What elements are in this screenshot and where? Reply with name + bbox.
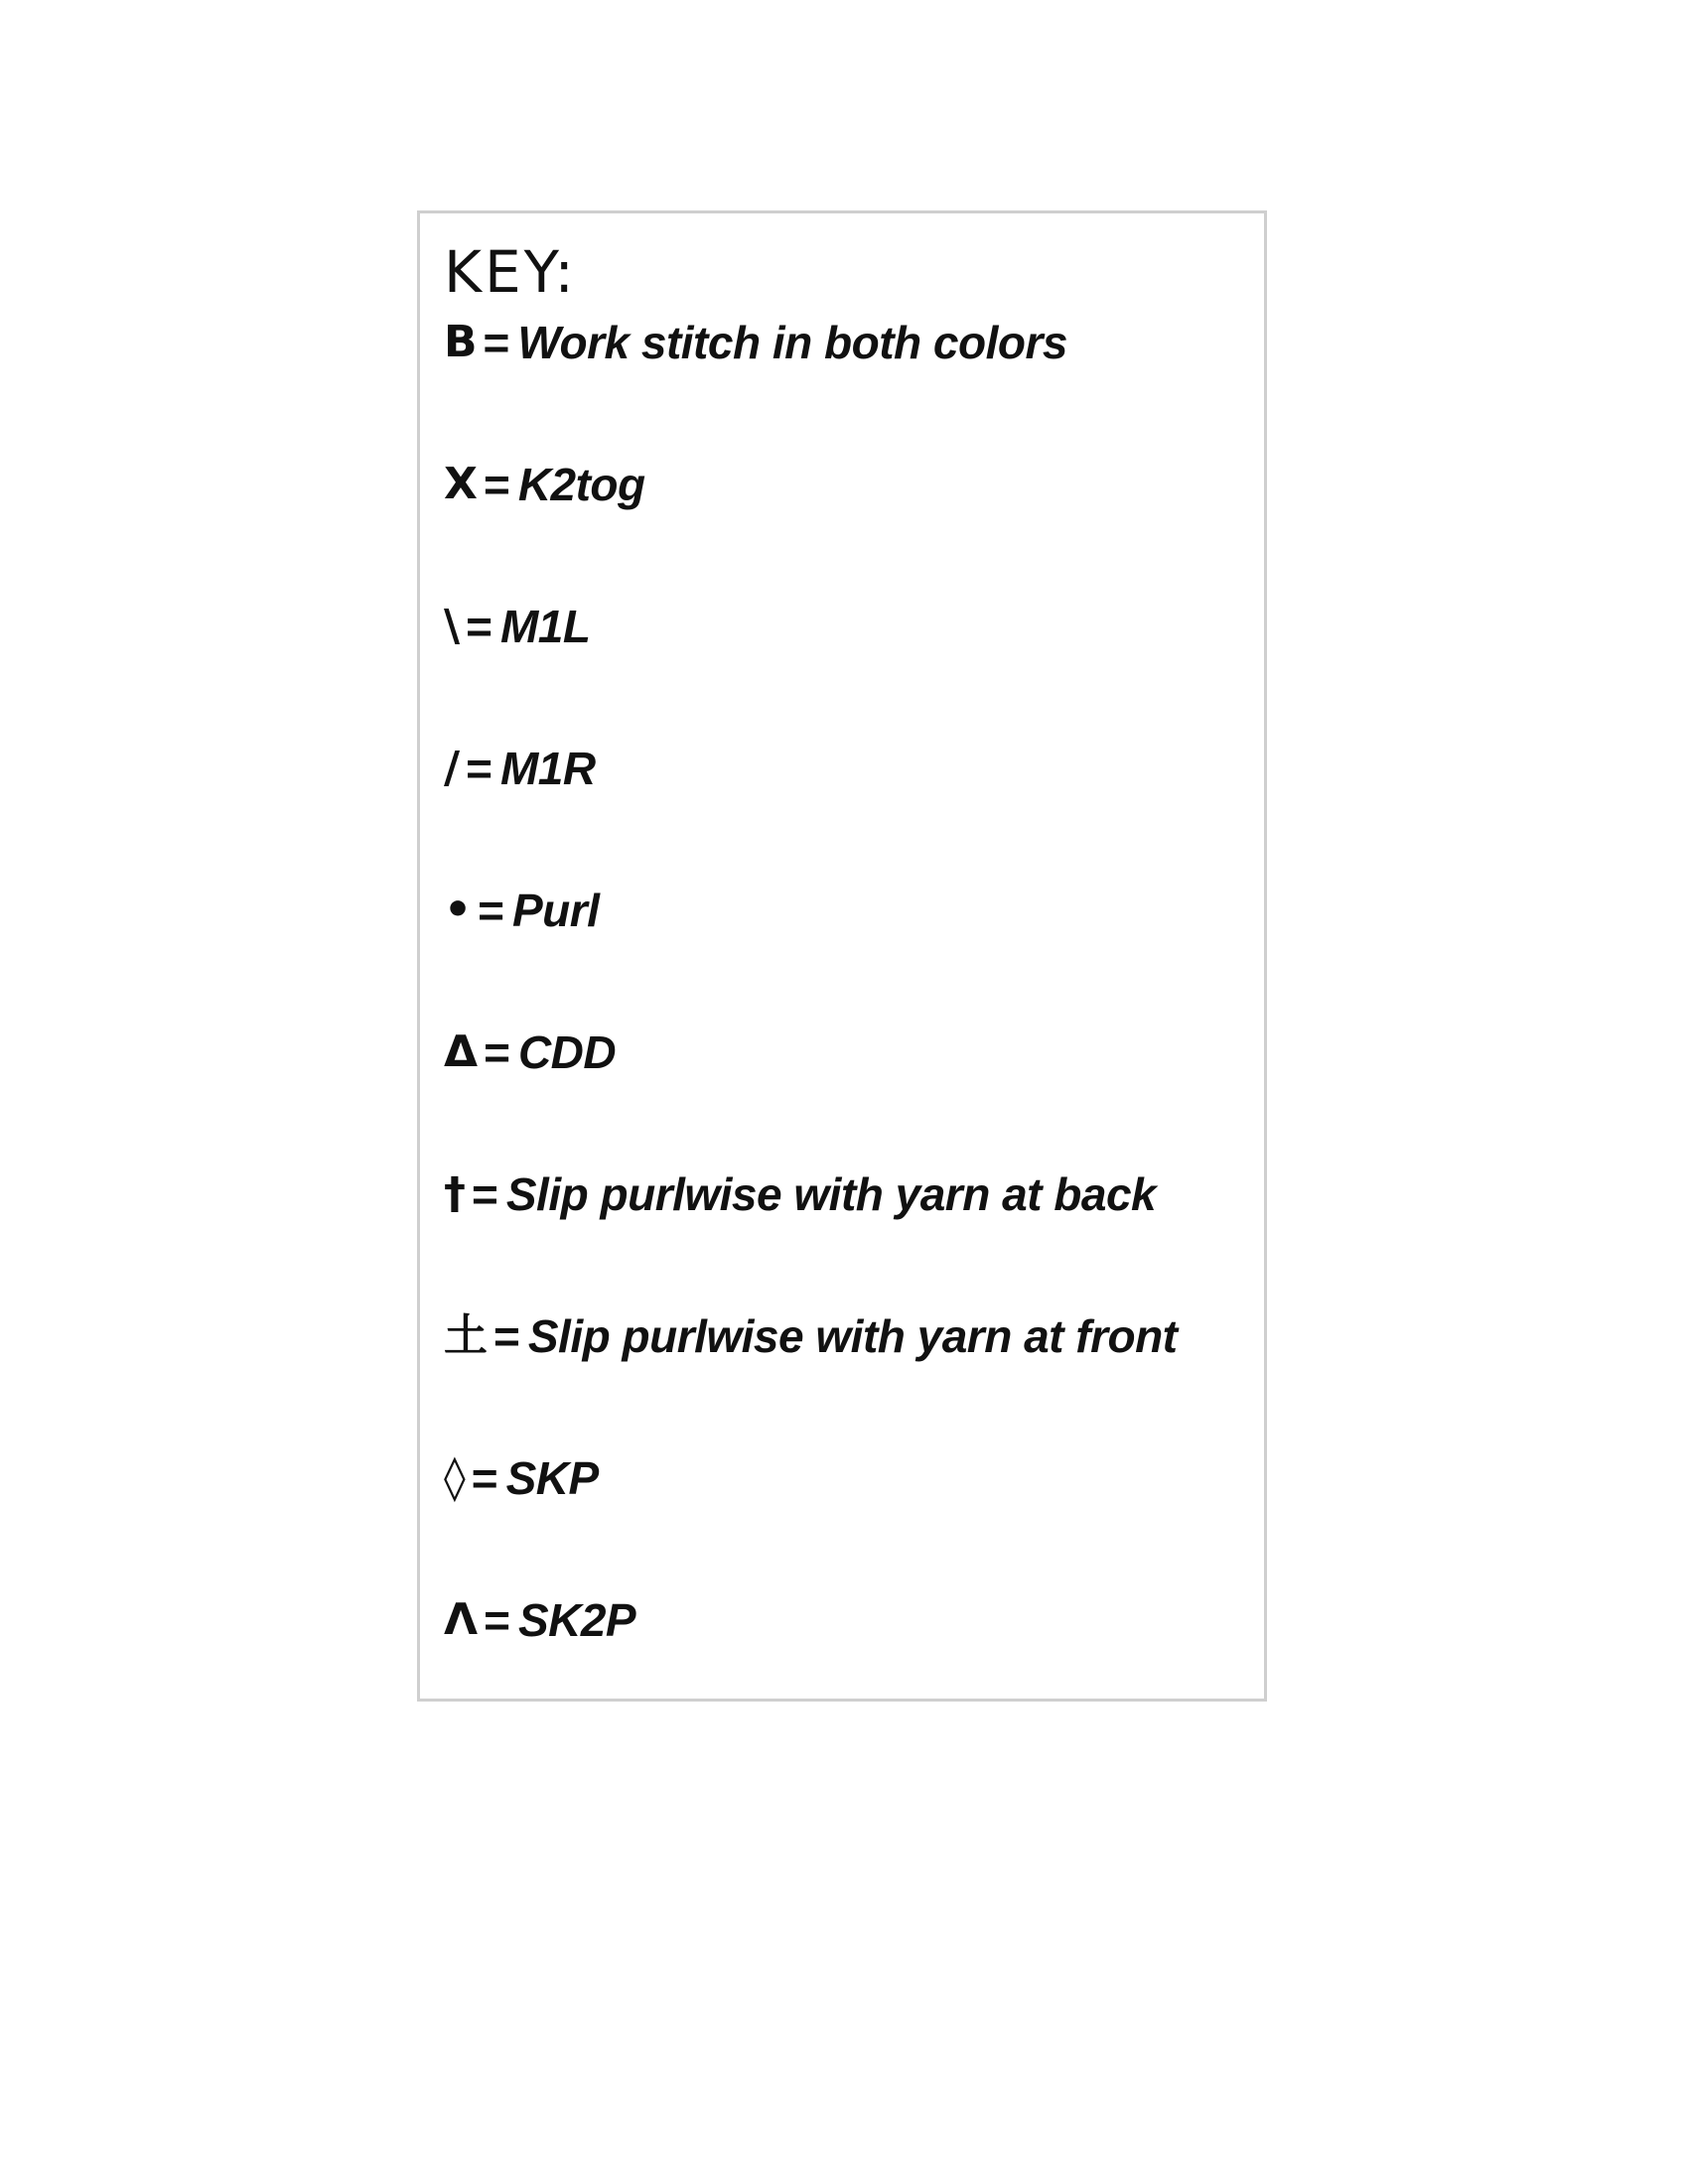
symbol-bullet: • — [444, 885, 473, 935]
key-description: CDD — [517, 1026, 617, 1078]
key-item-slip-back — [444, 1164, 1178, 1306]
equals-sign: = — [466, 743, 492, 794]
key-item-skp — [444, 1448, 1178, 1590]
stitch-key-box — [417, 210, 1267, 1702]
symbol-delta: Δ — [444, 1026, 479, 1077]
symbol-slash: / — [444, 743, 461, 793]
symbol-lambda: Λ — [444, 1594, 479, 1645]
key-item-k2tog — [444, 455, 1178, 597]
key-item-m1l — [444, 597, 1178, 739]
symbol-diamond: ◊ — [444, 1452, 466, 1503]
key-item-cdd — [444, 1023, 1178, 1164]
equals-sign: = — [493, 1310, 520, 1362]
equals-sign: = — [466, 601, 492, 652]
equals-sign: = — [484, 1026, 510, 1078]
symbol-backslash: \ — [444, 601, 461, 651]
key-description: Slip purlwise with yarn at back — [505, 1168, 1157, 1220]
key-description: SKP — [505, 1452, 599, 1504]
key-item-sk2p — [444, 1590, 1178, 1732]
key-description: Work stitch in both colors — [517, 317, 1067, 368]
equals-sign: = — [483, 317, 510, 368]
key-description: M1R — [499, 743, 596, 794]
equals-sign: = — [484, 1594, 510, 1646]
key-item-slip-front — [444, 1306, 1178, 1448]
key-item-purl — [444, 881, 1178, 1023]
equals-sign: = — [472, 1168, 498, 1220]
key-description: SK2P — [517, 1594, 636, 1646]
key-title: KEY: — [444, 238, 577, 306]
equals-sign: = — [478, 885, 504, 936]
key-description: M1L — [499, 601, 591, 652]
symbol-x: X — [444, 459, 478, 509]
symbol-b: B — [444, 317, 478, 367]
symbol-slip-front: 土 — [444, 1310, 488, 1361]
key-description: Purl — [512, 885, 600, 936]
equals-sign: = — [471, 1452, 498, 1504]
key-description: K2tog — [517, 459, 645, 510]
equals-sign: = — [483, 459, 510, 510]
key-item-m1r — [444, 739, 1178, 881]
key-description: Slip purlwise with yarn at front — [527, 1310, 1178, 1362]
symbol-slip-back: † — [444, 1168, 466, 1219]
key-item-both-colors — [444, 313, 1178, 455]
key-list — [444, 313, 1178, 1732]
